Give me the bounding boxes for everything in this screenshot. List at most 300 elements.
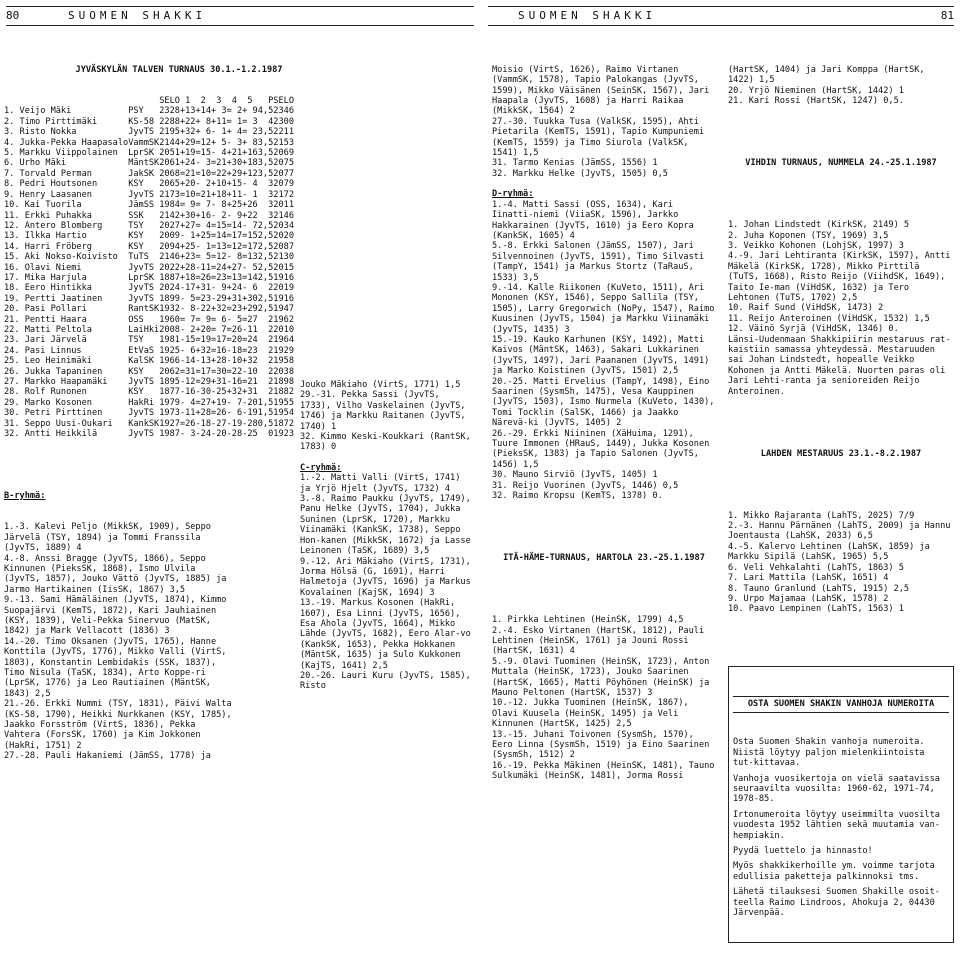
- table-cell: - 5: [179, 293, 196, 304]
- table-cell: 2142: [159, 210, 180, 221]
- table-cell: 2075: [273, 158, 294, 169]
- table-cell: 3: [268, 200, 274, 211]
- table-cell: 2: [268, 283, 274, 294]
- table-cell: 1964: [273, 335, 294, 346]
- result-paragraph: [492, 179, 716, 189]
- table-cell: 1877: [159, 387, 180, 398]
- table-row: [4, 231, 294, 241]
- table-row: [4, 252, 294, 262]
- table-header: [4, 96, 294, 106]
- table-cell: =29: [195, 377, 212, 387]
- table-cell: -11: [195, 262, 212, 273]
- table-cell: =26: [211, 408, 227, 419]
- table-cell: =22: [226, 366, 243, 377]
- table-cell: +31: [211, 377, 227, 387]
- table-cell: =21: [211, 158, 227, 169]
- table-cell: 1979: [159, 397, 180, 408]
- table-row: [4, 158, 294, 168]
- player-name: 10. Kai Tuorila: [4, 200, 82, 211]
- table-cell: 1932: [159, 304, 180, 315]
- table-cell: =24: [242, 335, 258, 346]
- column-1: [4, 44, 294, 772]
- table-cell: KSY: [128, 231, 144, 242]
- result-paragraph: D-ryhmä:: [492, 189, 534, 200]
- table-cell: 3,5: [257, 158, 274, 169]
- table-cell: +18: [179, 272, 196, 283]
- player-name: 29. Marko Kosonen: [4, 397, 92, 408]
- table-cell: 2,5: [257, 293, 274, 304]
- table-cell: - 4: [242, 179, 258, 190]
- table-cell: JämSS: [128, 200, 155, 211]
- table-cell: +27: [179, 220, 196, 231]
- table-cell: =12: [226, 241, 243, 252]
- result-paragraph: 6. Veli Vehkalahti (LahTS, 1863) 5: [728, 562, 904, 573]
- table-cell: -18: [195, 418, 212, 429]
- table-row: [4, 398, 294, 408]
- table-cell: + 8: [195, 116, 212, 127]
- player-name: 25. Leo Heinimäki: [4, 356, 92, 367]
- table-cell: +28: [211, 356, 227, 367]
- table-cell: 2094: [159, 241, 180, 252]
- table-cell: +22: [242, 210, 258, 221]
- result-paragraph: 12. Väinö Syrjä (ViHdSK, 1346) 0.: [728, 324, 899, 335]
- result-paragraph: 26.-29. Erkki Niininen (XäHuima, 1291), Tuure Immonen (HRauS, 1449), Jukka Kosonen (PieksSK, 1383) ja Tapio Salonen (JyvTS, 1456) 1,5: [492, 428, 715, 470]
- table-cell: +21: [226, 148, 243, 159]
- table-cell: =13: [226, 272, 243, 283]
- table-cell: +18: [242, 158, 258, 169]
- table-cell: - 8: [179, 304, 196, 315]
- table-cell: 1955: [273, 397, 294, 408]
- result-paragraph: Osta Suomen Shakin vanhoja numeroita. Niistä löytyy paljon mielenkiintoista tut-kittavaa.: [733, 737, 930, 769]
- ad-title: OSTA SUOMEN SHAKIN VANHOJA NUMEROITA: [733, 696, 949, 712]
- table-cell: TSY: [128, 220, 144, 231]
- result-paragraph: 5.-9. Olavi Tuominen (HeinSK, 1723), Anton Muttala (HeinSK, 1723), Jouko Saarinen (HartSK, 1665), Matti Pöyhönen (HeinSK) ja Mauno Peltonen (HartSK, 1537) 3: [492, 656, 715, 698]
- table-cell: 2068: [159, 168, 180, 179]
- table-cell: = 7: [179, 314, 196, 325]
- table-cell: =27: [242, 314, 258, 325]
- table-cell: -17: [179, 283, 196, 294]
- player-name: 26. Jukka Tapaninen: [4, 366, 103, 377]
- section-title-ita-hame: ITÄ-HÄME-TURNAUS, HARTOLA 23.-25.1.1987: [503, 553, 705, 564]
- section-title-vihti: VIHDIN TURNAUS, NUMMELA 24.-25.1.1987: [745, 158, 937, 169]
- table-row: [4, 242, 294, 252]
- section-heading: B-ryhmä:: [4, 491, 46, 502]
- table-cell: PSY: [128, 106, 144, 117]
- table-cell: = 2: [226, 106, 243, 117]
- table-cell: - 1: [195, 241, 212, 252]
- table-cell: +19: [179, 148, 196, 159]
- result-paragraph: 4.-5. Kalervo Lehtinen (LahSK, 1859) ja Markku Sipilä (LahSK, 1965) 5,5: [728, 541, 935, 563]
- table-cell: = 2: [242, 127, 258, 138]
- table-row: [4, 263, 294, 273]
- result-paragraph: 16.-19. Pekka Mäkinen (HeinSK, 1481), Tauno Sulkumäki (HeinSK, 1481), Jorma Rossi: [492, 760, 720, 782]
- table-cell: LprSK: [128, 148, 155, 159]
- table-cell: +10: [211, 179, 227, 190]
- result-paragraph: 20.-25. Matti Ervelius (TampY, 1498), Eino Saarinen (SysmSh, 1475), Vesa Kauppinen (JyvTS, 1503), Ismo Nurmela (KuVeto, 1430), Tomi Tocklin (SalSK, 1466) ja Jaakko Närevä-ki (JyvTS, 1405) 2: [492, 376, 720, 429]
- result-paragraph: Myös shakkikerhoille ym. voimme tarjota edullisia paketteja palkinnoksi tms.: [733, 861, 940, 882]
- table-cell: +25: [179, 241, 196, 252]
- table-cell: =21: [195, 189, 212, 200]
- result-paragraph: 27.-30. Tuukka Tusa (ValkSK, 1595), Ahti Pietarila (KemTS, 1591), Tapio Kumpuniemi (KemTS, 1559) ja Timo Siurola (ValkSK, 1541) 1,5: [492, 116, 710, 159]
- result-paragraph: 15.-19. Kauko Karhunen (KSY, 1492), Matti Kaivos (MäntSK, 1463), Sakari Lukkarinen (JyvTS, 1497), Jari Paananen (JyvTS, 1491) ja Marko Koistinen (JyvTS, 1501) 2,5: [492, 334, 715, 377]
- table-cell: - 9: [226, 210, 243, 221]
- result-paragraph: 13.-19. Markus Kosonen (HakRi, 1607), Esa Linni (JyvTS, 1656), Esa Ahola (JyvTS, 1664), Mikko Lähde (JyvTS, 1682), Eero Alar-vo (KankSK, 1653), Pekka Hokkanen (MäntSK, 1635) ja Sulo Kukkonen (KajTS, 1641) 2,5: [300, 598, 476, 671]
- table-cell: + 8: [242, 137, 258, 148]
- table-cell: 2038: [273, 366, 294, 377]
- table-cell: = 7: [195, 200, 212, 211]
- table-cell: =31: [179, 366, 196, 377]
- result-paragraph: 3. Veikko Kohonen (LohjSK, 1997) 3: [728, 240, 904, 251]
- result-paragraph: 9. Urpo Majamaa (LahSK, 1578) 2: [728, 593, 889, 604]
- table-cell: 3,5: [257, 168, 274, 179]
- table-cell: 2011: [273, 200, 294, 211]
- table-cell: +22: [179, 116, 196, 127]
- table-cell: 2069: [273, 148, 294, 159]
- table-cell: =22: [211, 168, 227, 179]
- table-cell: -16: [226, 377, 243, 387]
- table-cell: - 5: [226, 314, 243, 325]
- table-cell: = 9: [179, 200, 196, 211]
- header-cell: [4, 96, 128, 106]
- table-row: [4, 419, 294, 429]
- table-cell: VammSK: [128, 137, 160, 148]
- table-cell: 2062: [159, 366, 180, 377]
- table-cell: 1,5: [257, 408, 274, 419]
- table-cell: 2079: [273, 179, 294, 190]
- table-cell: +11: [211, 116, 227, 127]
- header-cell: P: [268, 96, 274, 107]
- player-name: 18. Eero Hintikka: [4, 283, 92, 294]
- player-name: 20. Pasi Pollari: [4, 304, 87, 315]
- header-cell: [128, 96, 159, 106]
- table-cell: = 6: [211, 314, 227, 325]
- player-name: 28. Rolf Runonen: [4, 387, 87, 398]
- header-cell: SELO: [159, 96, 180, 107]
- header-cell: 3: [216, 96, 222, 107]
- player-name: 11. Erkki Puhakka: [4, 210, 92, 221]
- table-cell: =17: [195, 366, 212, 377]
- page-number: 81: [940, 9, 954, 22]
- player-name: 14. Harri Fröberg: [4, 241, 92, 252]
- result-paragraph: Pyydä luettelo ja hinnasto!: [733, 846, 873, 857]
- table-cell: 2: [268, 377, 274, 387]
- table-cell: JyvTS: [128, 189, 155, 200]
- table-cell: +32: [242, 356, 258, 367]
- player-name: 19. Pertti Jaatinen: [4, 293, 103, 304]
- table-cell: -19: [242, 408, 258, 419]
- result-paragraph: C-ryhmä:: [300, 462, 342, 473]
- table-cell: 1929: [273, 345, 294, 356]
- table-cell: 1887: [159, 272, 180, 283]
- result-paragraph: 3.-8. Raimo Paukku (JyvTS, 1749), Panu Helke (JyvTS, 1704), Jukka Suninen (LprSK, 1720), Markku Viinamäki (KankSK, 1738), Seppo Hon-kanen (MikkSK, 1672) ja Lasse Leinonen (TaSK, 1689) 3,5: [300, 494, 476, 557]
- table-cell: -13: [195, 356, 212, 367]
- table-cell: +28: [179, 262, 196, 273]
- table-cell: 2061: [159, 158, 180, 169]
- table-cell: =21: [179, 168, 196, 179]
- table-cell: + 6: [195, 127, 212, 138]
- result-paragraph: 32. Markku Helke (JyvTS, 1505) 0,5: [492, 168, 668, 179]
- table-cell: 1927: [159, 418, 180, 429]
- table-row: [4, 294, 294, 304]
- table-cell: KSY: [128, 241, 144, 252]
- table-cell: 2,5: [257, 262, 274, 273]
- table-cell: 2211: [273, 127, 294, 138]
- table-cell: 2153: [273, 137, 294, 148]
- table-cell: =10: [195, 168, 212, 179]
- table-cell: EtVaS: [128, 345, 155, 356]
- result-paragraph: Moisio (VirtS, 1626), Raimo Virtanen (VammSK, 1578), Tapio Palokangas (JyvTS, 1599), Mikko Väisänen (SeinSK, 1567), Jari Haapala (JyvTS, 1608) ja Harri Raikaa (MikkSK, 1564) 2: [492, 64, 715, 117]
- table-cell: =17: [242, 241, 258, 252]
- result-paragraph: 9.-13. Sami Hämäläinen (JyvTS, 1874), Kimmo Suopajärvi (KemTS, 1872), Kari Jauhiainen (KSY, 1839), Veli-Pekka Sinervuo (MatSK, 1842) ja Mark Vellacott (1836) 3: [4, 595, 232, 637]
- table-cell: +31: [226, 293, 243, 304]
- table-cell: 1,5: [257, 397, 274, 408]
- result-paragraph: Vanhoja vuosikertoja on vielä saatavissa seuraavilta vuosilta: 1960-62, 1971-74, 1978-85.: [733, 773, 946, 805]
- table-cell: -18: [226, 345, 243, 356]
- magazine-title: SUOMEN SHAKKI: [518, 9, 657, 22]
- table-cell: =20: [226, 335, 243, 346]
- player-name: 7. Torvald Perman: [4, 168, 92, 179]
- table-cell: 1899: [159, 293, 180, 304]
- table-cell: 4,5: [257, 106, 274, 117]
- player-name: 23. Jari Järvelä: [4, 335, 87, 346]
- table-cell: =13: [211, 241, 227, 252]
- table-cell: 2146: [273, 210, 294, 221]
- table-cell: SSK: [128, 210, 144, 221]
- table-row: [4, 106, 294, 116]
- result-paragraph: 29.-31. Pekka Sassi (JyvTS, 1733), Vilho Vaskelainen (JyvTS, 1746) ja Markku Raitanen (JyvTS, 1740) 1: [300, 390, 471, 432]
- result-paragraph: 9.-12. Ari Mäkiaho (VirtS, 1731), Jorma Hölsä (G, 1691), Harri Halmetoja (JyvTS, 1696) ja Markus Kovalainen (KajSK, 1694) 3: [300, 556, 476, 598]
- result-paragraph: 7. Lari Mattila (LahSK, 1651) 4: [728, 573, 889, 584]
- table-cell: +20: [179, 179, 196, 190]
- table-cell: 2: [268, 356, 274, 367]
- table-cell: - 3: [179, 429, 196, 440]
- player-name: 17. Mika Harjula: [4, 272, 87, 283]
- player-name: 12. Antero Blomberg: [4, 220, 103, 231]
- player-name: 30. Petri Pirttinen: [4, 408, 103, 419]
- player-name: 27. Markko Haapamäki: [4, 377, 108, 387]
- table-cell: +18: [211, 189, 227, 200]
- table-row: [4, 148, 294, 158]
- table-cell: =14: [226, 220, 243, 231]
- table-cell: -30: [195, 387, 212, 398]
- table-cell: 1923: [273, 429, 294, 440]
- table-cell: TuTS: [128, 252, 149, 263]
- result-paragraph: 1.-2. Matti Valli (VirtS, 1741) ja Yrjö Hjelt (JyvTS, 1732) 4: [300, 473, 466, 494]
- table-cell: 2195: [159, 127, 180, 138]
- result-paragraph: 31. Tarmo Kenias (JämSS, 1556) 1: [492, 158, 658, 169]
- table-cell: +30: [179, 210, 196, 221]
- result-paragraph: Jouko Mäkiaho (VirtS, 1771) 1,5: [300, 380, 461, 390]
- player-name: 4. Jukka-Pekka Haapasalo: [4, 137, 129, 148]
- result-paragraph: 13.-15. Juhani Toivonen (SysmSh, 1570), Eero Linna (SysmSh, 1519) ja Eino Saarinen (SysmSh, 1512) 2: [492, 729, 715, 761]
- table-cell: =15: [195, 148, 212, 159]
- table-row: [4, 429, 294, 439]
- table-cell: - 8: [226, 252, 243, 263]
- ad-text: [733, 737, 949, 918]
- table-row: [4, 325, 294, 335]
- header-left: [6, 6, 474, 26]
- table-cell: - 2: [179, 324, 196, 335]
- table-cell: 2172: [273, 189, 294, 200]
- table-cell: KSY: [128, 179, 144, 190]
- table-cell: =21: [242, 377, 258, 387]
- d-group-results: [492, 64, 720, 502]
- table-row: [4, 304, 294, 314]
- table-row: [4, 138, 294, 148]
- table-cell: 3,5: [257, 137, 274, 148]
- table-cell: JyvTS: [128, 408, 155, 419]
- result-paragraph: 30. Mauno Sirviö (JyvTS, 1405) 1: [492, 470, 658, 481]
- b-group-results: [4, 522, 237, 762]
- table-cell: JyvTS: [128, 429, 155, 440]
- table-cell: 2034: [273, 220, 294, 231]
- table-cell: 2,5: [257, 272, 274, 283]
- table-cell: 0,5: [257, 418, 274, 429]
- table-cell: 1987: [159, 429, 180, 440]
- table-cell: JyvTS: [128, 377, 155, 387]
- table-cell: =16: [211, 345, 227, 356]
- table-cell: =15: [211, 220, 227, 231]
- table-cell: KSY: [128, 366, 144, 377]
- table-cell: + 4: [226, 127, 243, 138]
- result-paragraph: 5.-8. Erkki Salonen (JämSS, 1507), Jari Silvennoinen (JyvTS, 1591), Timo Silvasti (TampY, 1541) ja Markus Stortz (TaRauS, 1533) 3,5: [492, 241, 710, 283]
- result-paragraph: 10.-12. Jukka Tuominen (HeinSK, 1867), Olavi Kuusela (HeinSK, 1495) ja Veli Kinnunen (HartSK, 1425) 2,5: [492, 698, 694, 730]
- table-cell: -22: [195, 304, 212, 315]
- table-cell: -24: [195, 429, 212, 440]
- table-cell: =27: [195, 397, 212, 408]
- table-cell: =10: [179, 189, 196, 200]
- table-cell: = 4: [195, 220, 212, 231]
- table-row: [4, 127, 294, 137]
- table-cell: 0: [268, 429, 274, 440]
- table-cell: 1898: [273, 377, 294, 387]
- result-paragraph: 2.-3. Hannu Pärnänen (LahTS, 2009) ja Hannu Joentausta (LahSK, 2033) 6,5: [728, 521, 956, 542]
- table-cell: 2146: [159, 252, 180, 263]
- table-cell: -10: [226, 356, 243, 367]
- table-cell: -29: [211, 293, 227, 304]
- header-cell: 1: [185, 96, 191, 107]
- tournament-title: JYVÄSKYLÄN TALVEN TURNAUS 30.1.-1.2.1987: [75, 64, 283, 75]
- table-cell: LaiHki: [128, 324, 160, 335]
- table-cell: -28: [242, 418, 258, 429]
- result-paragraph: 1.-4. Matti Sassi (OSS, 1634), Kari Iinatti-niemi (ViiaSK, 1596), Jarkko Hakkarainen (JyvTS, 1610) ja Eero Kopra (KankSK, 1605) 4: [492, 199, 699, 241]
- table-cell: 2: [268, 314, 274, 325]
- table-cell: +16: [195, 210, 212, 221]
- table-cell: =26: [226, 324, 243, 335]
- table-row: [4, 335, 294, 345]
- result-paragraph: 20. Yrjö Nieminen (HartSK, 1442) 1: [728, 85, 904, 96]
- table-cell: TSY: [128, 335, 144, 346]
- result-paragraph: 21.-26. Erkki Nummi (TSY, 1831), Päivi Walta (KS-58, 1790), Heikki Nurkkanen (KSY, 1785), Jaakko Forsström (VirtS, 1836), Pekka Vahtera (ForsSK, 1760) ja Kim Jokkonen (HakRi, 1751) 2: [4, 699, 237, 751]
- table-cell: - 4: [179, 397, 196, 408]
- table-cell: -25: [242, 429, 258, 440]
- table-cell: 1984: [159, 200, 180, 211]
- table-cell: + 9: [242, 106, 258, 117]
- table-cell: =15: [242, 231, 258, 242]
- table-cell: JyvTS: [128, 262, 155, 273]
- player-name: 13. Ilkka Hartio: [4, 231, 87, 242]
- table-cell: +27: [226, 262, 243, 273]
- page-number: 80: [6, 9, 20, 22]
- hartola-continued: [728, 65, 954, 107]
- player-name: 6. Urho Mäki: [4, 158, 67, 169]
- table-row: [4, 273, 294, 283]
- result-paragraph: Länsi-Uudenmaan Shakkipiirin mestaruus rat-kaistiin samassa yhteydessä. Mestaruuden sai Johan Lindstedt, hopealle Veikko Kohonen ja Antti Mäkelä. Nuorten paras oli Jari Lehti-ranta ja senioreiden Reijo Anteroinen.: [728, 334, 951, 397]
- table-cell: JyvTS: [128, 283, 155, 294]
- table-cell: - 5: [242, 262, 258, 273]
- table-cell: 2024: [159, 283, 180, 294]
- table-cell: =23: [242, 345, 258, 356]
- table-cell: -11: [242, 324, 258, 335]
- column-2: [300, 380, 474, 692]
- result-paragraph: 10. Paavo Lempinen (LahTS, 1563) 1: [728, 604, 904, 615]
- table-cell: =30: [211, 366, 227, 377]
- table-row: [4, 408, 294, 418]
- table-cell: -11: [179, 408, 196, 419]
- player-name: 8. Pedri Houtsonen: [4, 179, 98, 190]
- table-cell: +24: [226, 283, 243, 294]
- table-cell: - 1: [211, 127, 227, 138]
- table-cell: 2144: [159, 137, 180, 148]
- result-paragraph: 4.-9. Jari Lehtiranta (KirkSK, 1597), Antti Mäkelä (KirkSK, 1728), Mikko Pirttilä (TuTS, 1668), Risto Reijo (ViihdSK, 1649), Taito Ie-man (ViHdSK, 1632) ja Tero Lehtonen (TuTS, 1702) 2,5: [728, 251, 956, 303]
- result-paragraph: [300, 453, 474, 463]
- result-paragraph: 8. Tauno Granlund (LahTS, 1915) 2,5: [728, 583, 910, 594]
- table-cell: -16: [179, 387, 196, 398]
- table-cell: =12: [195, 137, 212, 148]
- table-cell: 2027: [159, 220, 180, 231]
- table-cell: 2,5: [257, 252, 274, 263]
- table-cell: =17: [226, 231, 243, 242]
- table-cell: +11: [226, 189, 243, 200]
- table-cell: +30: [242, 293, 258, 304]
- table-cell: =24: [211, 262, 227, 273]
- table-cell: 2130: [273, 252, 294, 263]
- table-cell: - 9: [211, 283, 227, 294]
- table-cell: -27: [211, 418, 227, 429]
- table-cell: 2,5: [257, 231, 274, 242]
- table-cell: +25: [226, 200, 243, 211]
- table-cell: 2,5: [257, 304, 274, 315]
- table-cell: =12: [211, 252, 227, 263]
- table-cell: +29: [226, 168, 243, 179]
- table-cell: -10: [242, 366, 258, 377]
- table-cell: 2010: [273, 324, 294, 335]
- player-name: 9. Henry Laasanen: [4, 189, 92, 200]
- result-paragraph: Irtonumeroita löytyy useimmilta vuosilta vuodesta 1952 lähtien sekä muutamia van-hempiakin.: [733, 809, 946, 841]
- table-cell: +32: [179, 127, 196, 138]
- table-cell: 2077: [273, 168, 294, 179]
- table-cell: +19: [211, 397, 227, 408]
- table-cell: 2346: [273, 106, 294, 117]
- table-cell: 1958: [273, 356, 294, 367]
- table-cell: +29: [242, 304, 258, 315]
- table-row: [4, 190, 294, 200]
- player-name: 31. Seppo Uusi-Oukari: [4, 418, 113, 429]
- table-cell: 3,5: [257, 148, 274, 159]
- ad-box: [728, 666, 954, 943]
- table-cell: = 9: [195, 314, 212, 325]
- table-cell: +26: [242, 200, 258, 211]
- table-cell: 2300: [273, 116, 294, 127]
- table-row: [4, 211, 294, 221]
- table-cell: =14: [242, 272, 258, 283]
- table-cell: =23: [195, 293, 212, 304]
- table-cell: - 2: [195, 179, 212, 190]
- table-cell: +24: [179, 158, 196, 169]
- table-cell: 1882: [273, 387, 294, 398]
- player-name: 15. Aki Nokso-Koivisto: [4, 252, 118, 263]
- player-name: 1. Veijo Mäki: [4, 106, 72, 117]
